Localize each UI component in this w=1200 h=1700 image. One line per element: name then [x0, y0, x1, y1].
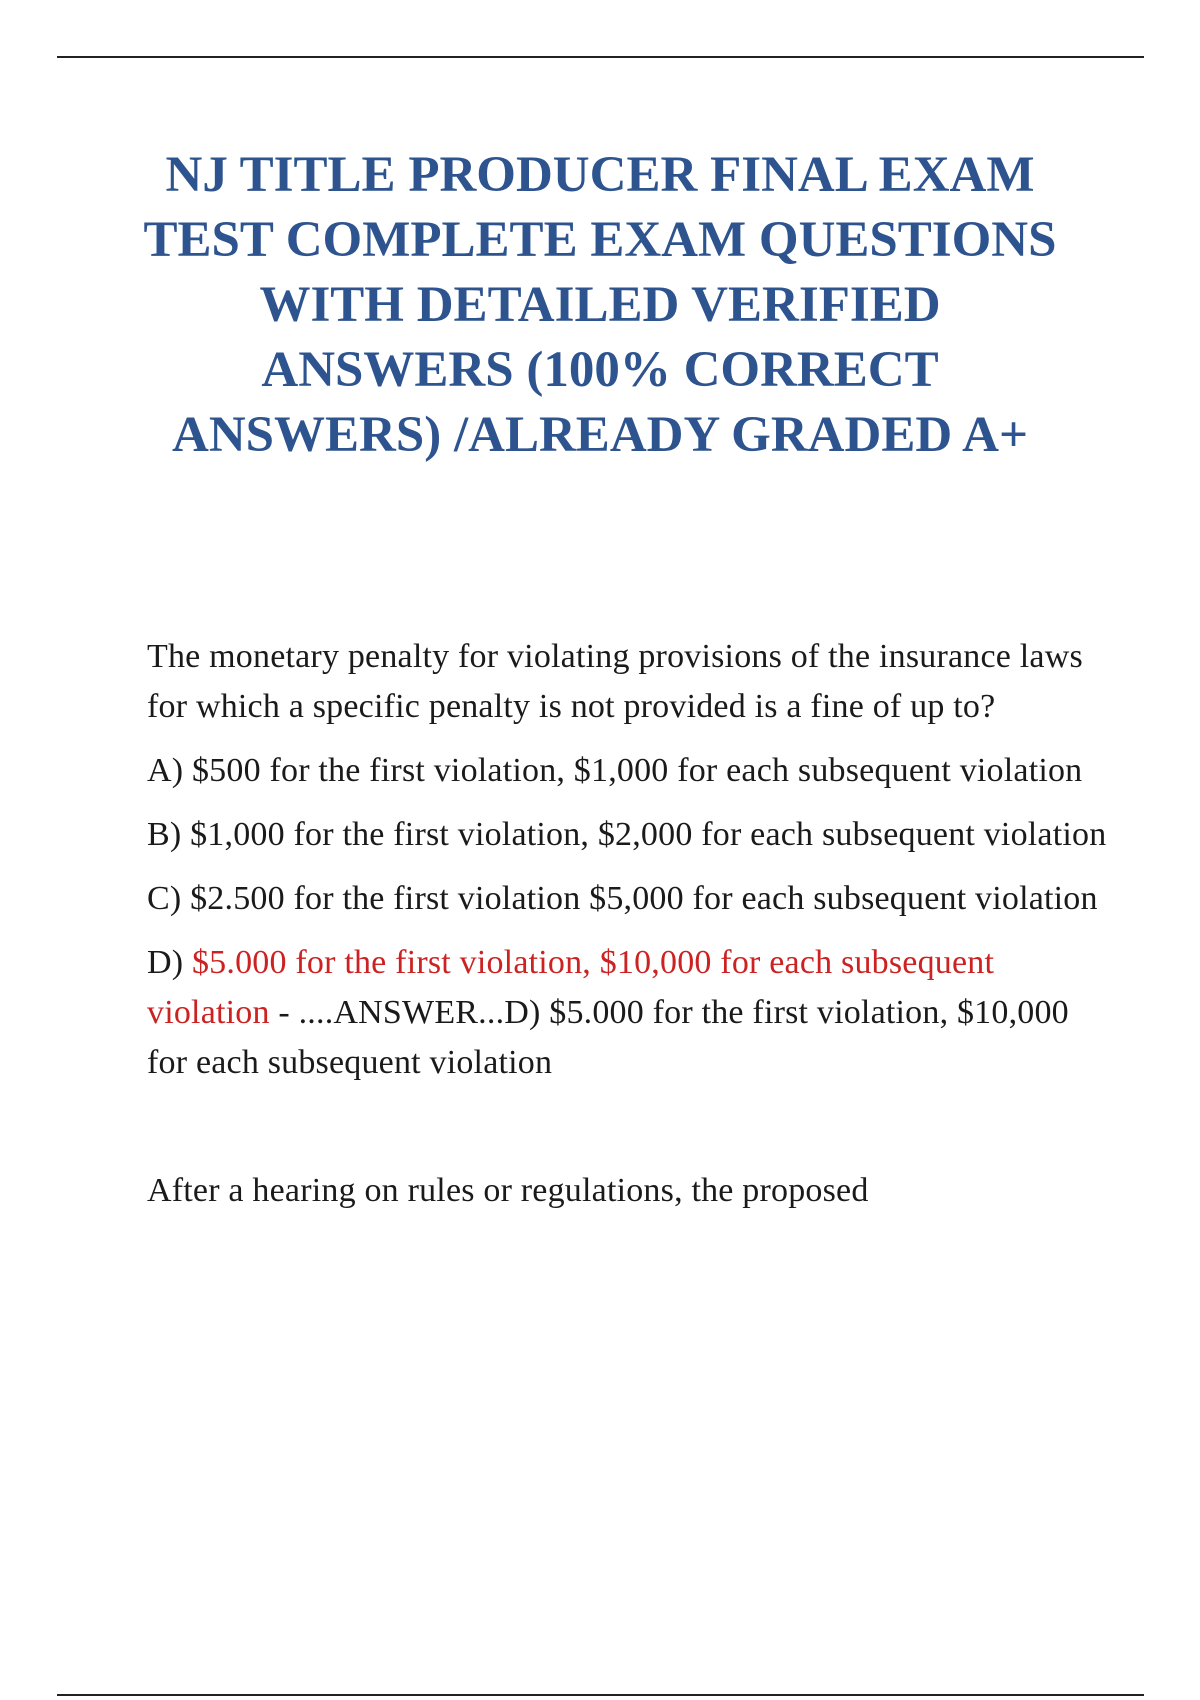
- answer-key: - ....ANSWER...D) $5.000 for the first violation, $10,000 for each subsequent violation: [147, 994, 1069, 1081]
- document-title: [100, 143, 1100, 468]
- question-1-option-c: C) $2.500 for the first violation $5,000 for each subsequent violation: [147, 880, 1098, 917]
- correct-option-text: $5.000 for the first violation, $10,000 for each subsequent violation: [147, 944, 995, 1031]
- bottom-rule: [57, 1694, 1144, 1696]
- title-line-2: TEST COMPLETE EXAM QUESTIONS: [143, 212, 1057, 268]
- question-separator: [147, 1102, 1107, 1166]
- question-1-option-d: [147, 938, 1107, 1088]
- question-1-option-b: B) $1,000 for the first violation, $2,000 for each subsequent violation: [147, 816, 1107, 853]
- document-body: [147, 632, 1107, 1230]
- title-line-5: ANSWERS) /ALREADY GRADED A+: [171, 407, 1029, 463]
- question-1-option-a: A) $500 for the first violation, $1,000 for each subsequent violation: [147, 752, 1083, 789]
- question-2-text: After a hearing on rules or regulations, the proposed: [147, 1172, 869, 1209]
- question-1-text: The monetary penalty for violating provisions of the insurance laws for which a specific penalty is not provided is a fine of up to?: [147, 638, 1083, 725]
- title-line-3: WITH DETAILED VERIFIED: [259, 277, 941, 333]
- title-line-1: NJ TITLE PRODUCER FINAL EXAM: [165, 147, 1035, 203]
- title-line-4: ANSWERS (100% CORRECT: [261, 342, 939, 398]
- top-rule: [57, 56, 1144, 58]
- option-d-label: D): [147, 944, 192, 981]
